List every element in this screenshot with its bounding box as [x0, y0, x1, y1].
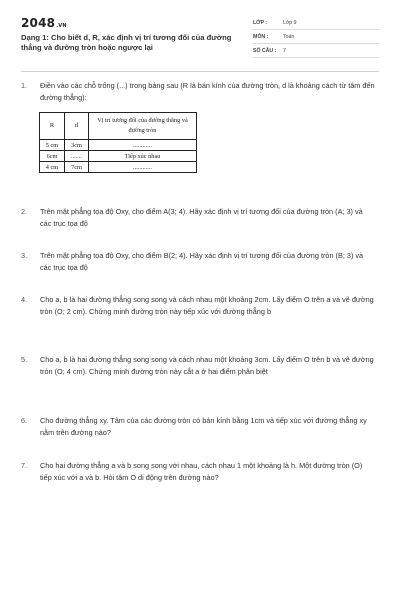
table-header-cell: Vị trí tương đối của đường thẳng và đường tròn	[89, 113, 197, 140]
question-2	[21, 206, 376, 229]
question-text: Cho a, b là hai đường thẳng song song và cách nhau một khoảng 3cm. Lấy điểm O trên b và vẽ đường tròn (O; 4 cm). Chứng minh đường tròn này cắt a ở hai điểm phân biệt	[40, 355, 374, 376]
table-cell: 4 cm	[40, 162, 65, 173]
table-header-cell: R	[40, 113, 65, 140]
table-row	[40, 140, 197, 151]
question-text: Cho a, b là hai đường thẳng song song và cách nhau một khoảng 2cm. Lấy điểm O trên a và vẽ đường tròn (O; 2 cm). Chứng minh đường tròn này tiếp xúc với đường thẳng b	[40, 295, 374, 316]
question-4	[21, 294, 376, 317]
meta-subject-row	[253, 30, 379, 44]
table-header-row	[40, 113, 197, 140]
table-cell: 6cm	[40, 151, 65, 162]
logo-main: 2048	[21, 16, 56, 30]
meta-class-row	[253, 16, 379, 30]
question-6	[21, 415, 376, 438]
subject-value: Toán	[283, 33, 295, 40]
question-3	[21, 250, 376, 273]
question-number: 1.	[21, 81, 28, 90]
table-cell: 3cm	[65, 140, 89, 151]
question-text: Cho hai đường thẳng a và b song song với nhau, cách nhau 1 một khoảng là h. Một đường tròn (O) tiếp xúc với a và b. Hỏi tâm O di động trên đường nào?	[40, 461, 363, 482]
fill-in-table	[39, 112, 197, 173]
question-text: Điền vào các chỗ trống (...) trong bảng sau (R là bán kính của đường tròn, d là khoảng cách từ tâm đến đường thẳng):	[40, 81, 375, 102]
worksheet-topic: Dạng 1: Cho biết d, R, xác định vị trí tương đối của đường thẳng và đường tròn hoặc ngược lại	[21, 33, 232, 52]
header-divider	[21, 71, 379, 72]
worksheet-meta	[253, 16, 379, 58]
table-cell: 7cm	[65, 162, 89, 173]
table-row	[40, 151, 197, 162]
question-1	[21, 80, 376, 103]
question-text: Cho đường thẳng xy. Tâm của các đường tròn có bán kính bằng 1cm và tiếp xúc với đường thẳng xy nằm trên đường nào?	[40, 416, 367, 437]
meta-count-row	[253, 44, 379, 58]
question-7	[21, 460, 376, 483]
table-cell: ............	[89, 140, 197, 151]
class-label: LỚP :	[253, 19, 268, 26]
question-number: 6.	[21, 416, 28, 425]
question-5	[21, 354, 376, 377]
question-number: 3.	[21, 251, 28, 260]
question-number: 7.	[21, 461, 28, 470]
table-cell: .......	[65, 151, 89, 162]
count-value: 7	[283, 47, 286, 54]
count-label: SỐ CÂU :	[253, 47, 277, 54]
logo-suffix: .VN	[56, 23, 67, 29]
table-cell: 5 cm	[40, 140, 65, 151]
table-cell: ............	[89, 162, 197, 173]
site-logo	[21, 16, 67, 30]
question-number: 4.	[21, 295, 28, 304]
class-value: Lớp 9	[283, 19, 297, 26]
subject-label: MÔN :	[253, 33, 269, 40]
table-header-cell: d	[65, 113, 89, 140]
question-number: 5.	[21, 355, 28, 364]
table-row	[40, 162, 197, 173]
question-number: 2.	[21, 207, 28, 216]
question-text: Trên mặt phẳng tọa độ Oxy, cho điểm B(2; 4). Hãy xác định vị trí tương đối của đường tròn (B; 3) và các trục tọa độ	[40, 251, 364, 272]
question-text: Trên mặt phẳng tọa độ Oxy, cho điểm A(3; 4). Hãy xác định vị trí tương đối của đường tròn (A; 3) và các trục tọa độ	[40, 207, 363, 228]
table-cell: Tiếp xúc nhau	[89, 151, 197, 162]
